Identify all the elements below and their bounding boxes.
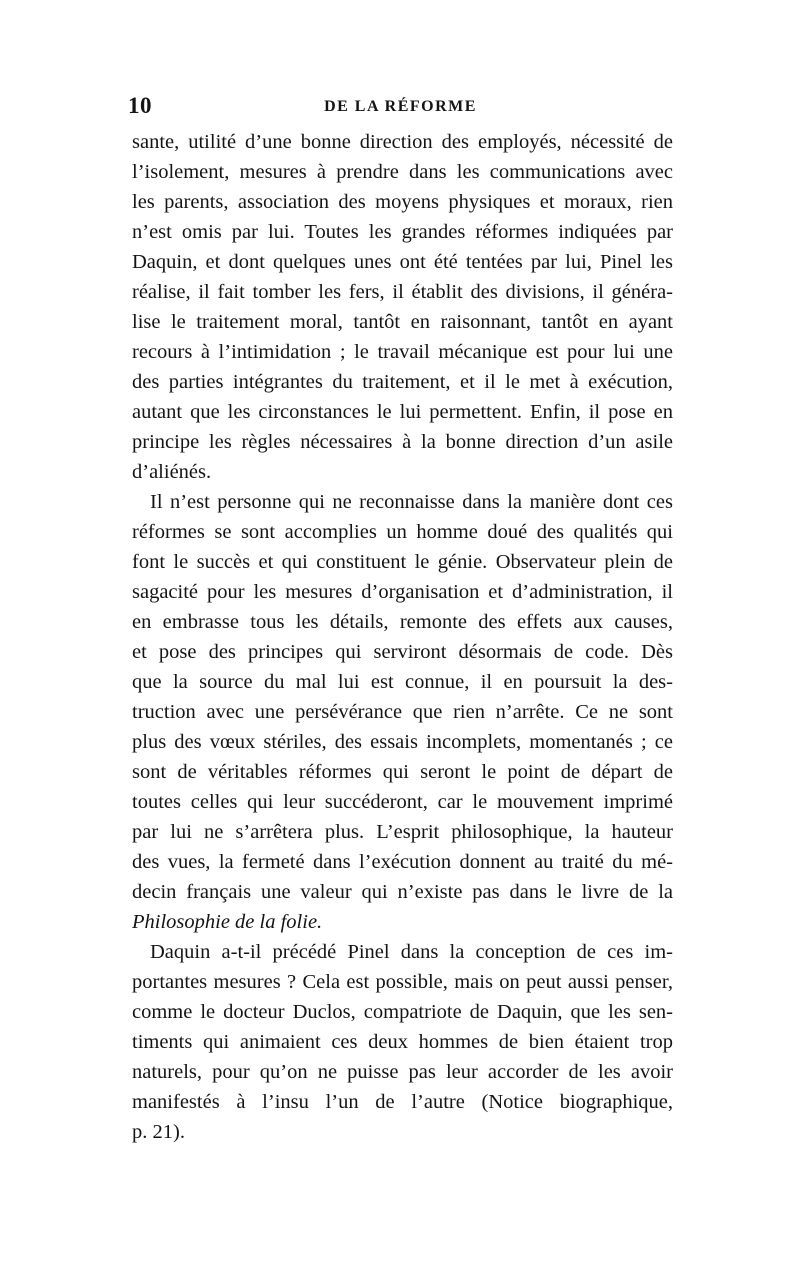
text-line: des vues, la fermeté dans l’exécution donnent au traité du mé- [132, 851, 673, 873]
text-line: Daquin, et dont quelques unes ont été tentées par lui, Pinel les [132, 251, 673, 273]
text-line: p. 21). [132, 1121, 185, 1143]
text-line: plus des vœux stériles, des essais incomplets, momentanés ; ce [132, 731, 673, 753]
text-line: l’isolement, mesures à prendre dans les communications avec [132, 161, 673, 183]
text-line: lise le traitement moral, tantôt en raisonnant, tantôt en ayant [132, 311, 673, 333]
text-line: en embrasse tous les détails, remonte des effets aux causes, [132, 611, 673, 633]
text-line: autant que les circonstances le lui permettent. Enfin, il pose en [132, 401, 673, 423]
text-line: Daquin a-t-il précédé Pinel dans la conception de ces im- [150, 941, 673, 963]
text-line: des parties intégrantes du traitement, et il le met à exécution, [132, 371, 673, 393]
text-line: decin français une valeur qui n’existe pas dans le livre de la [132, 881, 673, 903]
text-line: manifestés à l’insu l’un de l’autre (Notice biographique, [132, 1091, 673, 1113]
text-line: réalise, il fait tomber les fers, il établit des divisions, il généra- [132, 281, 673, 303]
text-line: les parents, association des moyens physiques et moraux, rien [132, 191, 673, 213]
text-line: que la source du mal lui est connue, il en poursuit la des- [132, 671, 673, 693]
text-line: sante, utilité d’une bonne direction des employés, nécessité de [132, 131, 673, 153]
page-header [128, 93, 673, 123]
text-line: Il n’est personne qui ne reconnaisse dans la manière dont ces [150, 491, 673, 513]
text-line: portantes mesures ? Cela est possible, mais on peut aussi penser, [132, 971, 673, 993]
page-number: 10 [128, 93, 152, 118]
text-line: sagacité pour les mesures d’organisation et d’administration, il [132, 581, 673, 603]
text-line: principe les règles nécessaires à la bonne direction d’un asile [132, 431, 673, 453]
text-line: truction avec une persévérance que rien n’arrête. Ce ne sont [132, 701, 673, 723]
text-line-italic-title: Philosophie de la folie. [132, 911, 323, 933]
text-line: font le succès et qui constituent le génie. Observateur plein de [132, 551, 673, 573]
text-line: et pose des principes qui serviront désormais de code. Dès [132, 641, 673, 663]
text-line: comme le docteur Duclos, compatriote de Daquin, que les sen- [132, 1001, 673, 1023]
text-line: recours à l’intimidation ; le travail mécanique est pour lui une [132, 341, 673, 363]
text-line: naturels, pour qu’on ne puisse pas leur accorder de les avoir [132, 1061, 673, 1083]
text-line: n’est omis par lui. Toutes les grandes réformes indiquées par [132, 221, 673, 243]
text-line: timents qui animaient ces deux hommes de bien étaient trop [132, 1031, 673, 1053]
text-line: par lui ne s’arrêtera plus. L’esprit philosophique, la hauteur [132, 821, 673, 843]
text-line: d’aliénés. [132, 461, 212, 483]
text-line: réformes se sont accomplies un homme doué des qualités qui [132, 521, 673, 543]
running-head: DE LA RÉFORME [324, 98, 477, 115]
text-line: toutes celles qui leur succéderont, car le mouvement imprimé [132, 791, 673, 813]
text-line: sont de véritables réformes qui seront le point de départ de [132, 761, 673, 783]
